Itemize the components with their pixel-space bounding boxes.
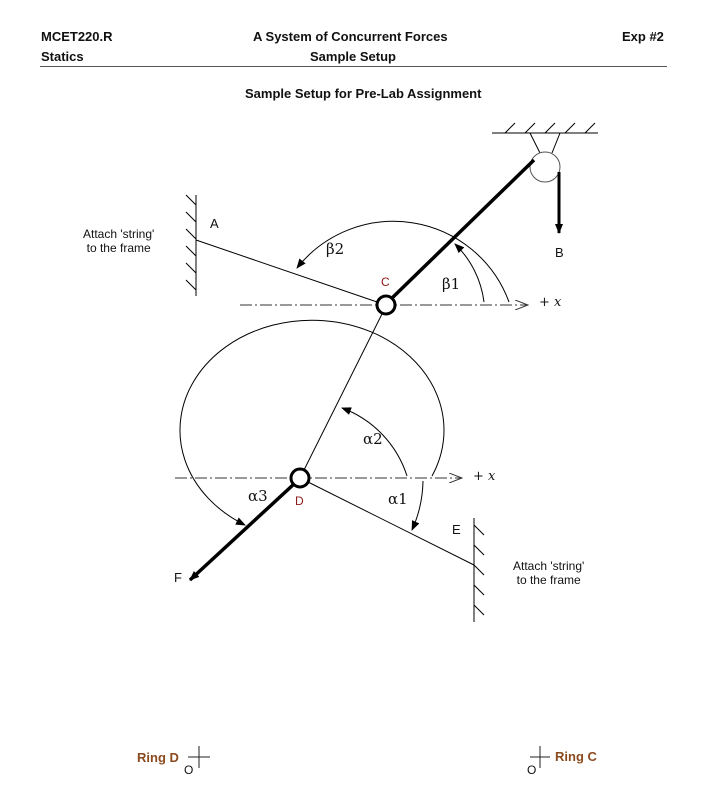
label-b: B — [555, 245, 564, 260]
string-ca — [196, 240, 380, 303]
string-cb — [390, 160, 534, 300]
subject: Statics — [41, 49, 84, 64]
doc-title: A System of Concurrent Forces — [253, 29, 448, 44]
exp-number: Exp #2 — [622, 29, 664, 44]
course-code: MCET220.R — [41, 29, 113, 44]
attach-note-left: Attach 'string' to the frame — [83, 227, 155, 255]
angle-alpha2: α2 — [363, 430, 383, 448]
label-d: D — [295, 494, 304, 508]
beta2-arc — [297, 221, 509, 302]
wall-e — [474, 518, 484, 622]
angle-alpha1: α1 — [388, 490, 408, 508]
ring-c-origin: O — [527, 763, 537, 777]
section-heading: Sample Setup for Pre-Lab Assignment — [245, 86, 482, 101]
attach-note-right: Attach 'string' to the frame — [513, 559, 585, 587]
ring-d-label: Ring D — [137, 750, 179, 765]
ring-c-label: Ring C — [555, 749, 597, 764]
angle-alpha3: α3 — [248, 487, 268, 505]
doc-subtitle: Sample Setup — [310, 49, 396, 64]
angle-beta1: β1 — [442, 275, 461, 293]
beta1-arc — [455, 244, 484, 302]
label-e: E — [452, 522, 461, 537]
ceiling-support — [492, 123, 598, 153]
pulley — [530, 152, 560, 182]
ring-c — [377, 296, 395, 314]
label-f: F — [174, 570, 182, 585]
label-c: C — [381, 275, 390, 289]
wall-a — [186, 195, 196, 296]
axis-label-c: + x — [539, 295, 562, 310]
ring-d-origin: O — [184, 763, 194, 777]
ring-d — [291, 469, 309, 487]
axis-label-d: + x — [473, 469, 496, 484]
force-f-arrow — [190, 484, 294, 580]
alpha1-arc — [412, 481, 423, 530]
angle-beta2: β2 — [326, 240, 345, 258]
label-a: A — [210, 216, 219, 231]
